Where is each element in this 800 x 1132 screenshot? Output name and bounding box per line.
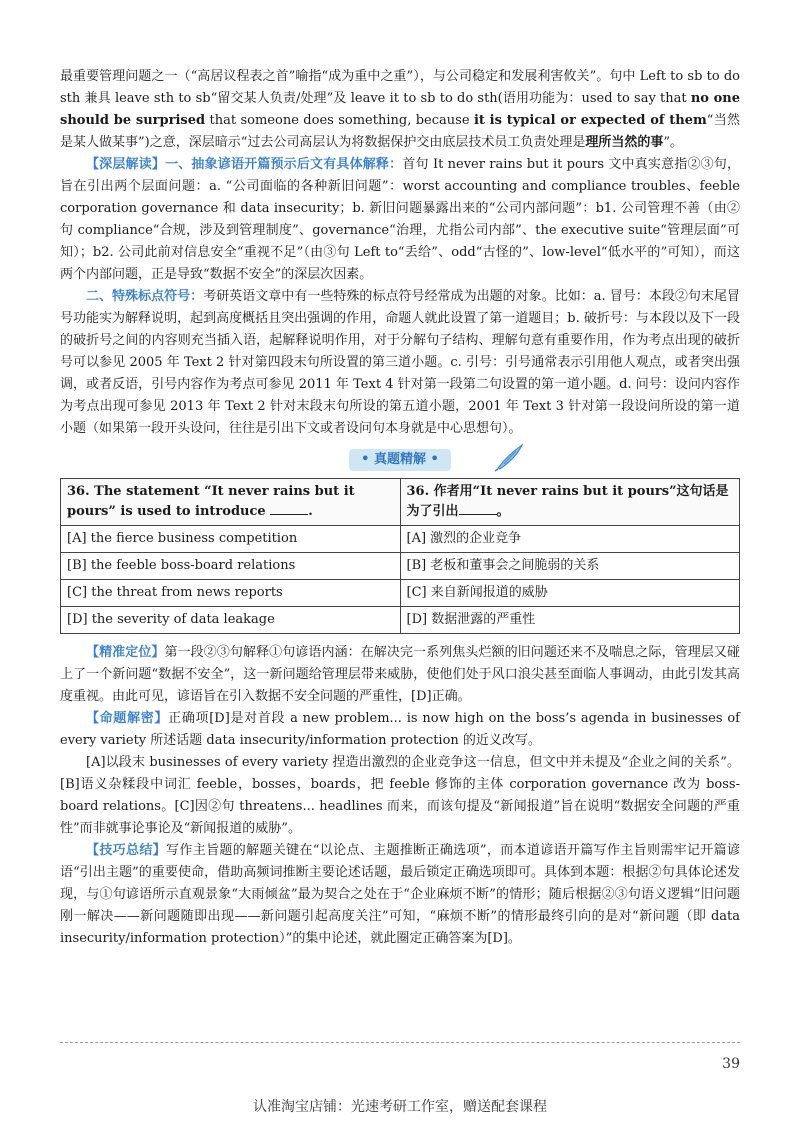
answer-blank	[459, 502, 497, 515]
punctuation-paragraph: 二、特殊标点符号：考研英语文章中有一些特殊的标点符号经常成为出题的对象。比如：a. 冒号：本段②句末尾冒号功能实为解释说明，起到高度概括且突出强调的作用，命题人就此设置了第一道题目；b. 破折号：与本段以及下一段的破折号之间的内容则充当插入语，起解释说明作用，对于分解句子结构、理解句意有重要作用，作为考点出现的破折号可以参见 2005 年 Text 2 针对第四段末句所设置的第三道小题。c. 引号：引号通常表示引用他人观点，或者突出强调，或者反语，引号内容作为考点可参见 2011 年 Text 4 针对第一段第二句设置的第一道小题。d. 问号：设问内容作为考点出现可参见 2013 年 Text 2 针对末段末句所设的第五道小题，2001 年 Text 3 针对第一段设问所设的第一道小题（如果第一段开头设问，往往是引出下文或者设问句本身就是中心思想句）。	[60, 289, 740, 436]
punctuation-tag: 二、特殊标点符号：	[86, 289, 204, 304]
question-table	[60, 478, 740, 634]
technique-paragraph: 【技巧总结】写作主旨题的解题关键在“以论点、主题推断正确选项”，而本道谚语开篇写作主旨则需牢记开篇谚语“引出主题”的重要使命，借助高频词推断主要论述话题，最后锁定正确选项即可。具体到本题：根据②句具体论述发现，与①句谚语所示直观景象“大雨倾盆”最为契合之处在于“企业麻烦不断”的情形；随后根据②③句语义逻辑“旧问题刚一解决——新问题随即出现——新问题引起高度关注”可知，“麻烦不断”的情形最终引向的是对“新问题（即 data insecurity/information protection）”的集中论述，就此圈定正确答案为[D]。	[60, 843, 740, 946]
quill-pen-icon	[492, 442, 526, 472]
option-en: [B] the feeble boss-board relations	[61, 553, 401, 580]
option-zh: [A] 激烈的企业竞争	[400, 526, 740, 553]
section-title: • 真题精解 •	[349, 449, 451, 471]
deep-reading-paragraph: 【深层解读】一、抽象谚语开篇预示后文有具体解释：首句 It never rains but it pours 文中真实意指②③句，旨在引出两个层面问题：a. “公司面临的各种新旧问题”：worst accounting and compliance troubles、feeble corporation governance 和 data insecurity；b. 新旧问题暴露出来的“公司内部问题”：b1. 公司管理不善（由②句 compliance“合规，涉及到管理制度”、governance“治理，尤指公司内部”、the executive suite“管理层面”可知）；b2. 公司此前对信息安全“重视不足”（由③句 Left to“丢给”、odd“古怪的”、low-level“低水平的”可知），而这两个内部问题，正是导致“数据不安全”的深层次因素。	[60, 157, 740, 282]
option-row-d	[61, 607, 740, 634]
technique-tag: 【技巧总结】	[86, 843, 167, 858]
question-stem-zh: 36. 作者用“It never rains but it pours”这句话是为了引出 。	[400, 479, 740, 526]
option-en: [A] the fierce business competition	[61, 526, 401, 553]
page-number: 39	[722, 1056, 740, 1072]
precise-location-tag: 【精准定位】	[86, 645, 165, 660]
option-row-c	[61, 580, 740, 607]
distractor-paragraph: [A]以段末 businesses of every variety 捏造出激烈的企业竞争这一信息，但文中并未提及“企业之间的关系”。[B]语义杂糅段中词汇 feeble，bosses，boards，把 feeble 修饰的主体 corporation governance 改为 boss-board relations。[C]因②句 threatens... headlines 而来，而该句提及“新闻报道”旨在说明“数据安全问题的严重性”而非就事论事论及“新闻报道的威胁”。	[60, 755, 740, 836]
option-en: [C] the threat from news reports	[61, 580, 401, 607]
deep-reading-tag: 【深层解读】一、抽象谚语开篇预示后文有具体解释：	[86, 157, 403, 172]
option-zh: [B] 老板和董事会之间脆弱的关系	[400, 553, 740, 580]
page-content	[60, 66, 740, 950]
precise-location-paragraph: 【精准定位】第一段②③句解释①句谚语内涵：在解决完一系列焦头烂额的旧问题还来不及喘息之际，管理层又碰上了一个新问题“数据不安全”，这一新问题给管理层带来威胁，使他们处于风口浪尖甚至面临人事调动，由此引发其高度重视。由此可见，谚语旨在引入数据不安全问题的严重性，[D]正确。	[60, 645, 740, 704]
question-stem-row	[61, 479, 740, 526]
answer-blank	[270, 502, 308, 515]
question-stem-en: 36. The statement “It never rains but it pours” is used to introduce .	[61, 479, 401, 526]
option-en: [D] the severity of data leakage	[61, 607, 401, 634]
option-row-a	[61, 526, 740, 553]
intro-paragraph: 最重要管理问题之一（“高居议程表之首”喻指“成为重中之重”），与公司稳定和发展利害攸关”。句中 Left to sb to do sth 兼具 leave sth to sb“留交某人负责/处理”及 leave it to sb to do sth(语用功能为：used to say that no one should be surprised that someone does something, because it is typical or expected of them“当然是某人做某事”)之意，深层暗示“过去公司高层认为将数据保护交由底层技术员工负责处理是理所当然的事”。	[60, 69, 741, 150]
footer-divider	[60, 1042, 740, 1043]
section-header	[60, 448, 740, 472]
decode-tag: 【命题解密】	[86, 711, 169, 726]
decode-paragraph: 【命题解密】正确项[D]是对首段 a new problem... is now high on the boss’s agenda in businesses of every variety 所述话题 data insecurity/information protection 的近义改写。	[60, 711, 740, 748]
option-row-b	[61, 553, 740, 580]
option-zh: [C] 来自新闻报道的威胁	[400, 580, 740, 607]
option-zh: [D] 数据泄露的严重性	[400, 607, 740, 634]
footer-note: 认准淘宝店铺：光速考研工作室，赠送配套课程	[253, 1099, 547, 1115]
